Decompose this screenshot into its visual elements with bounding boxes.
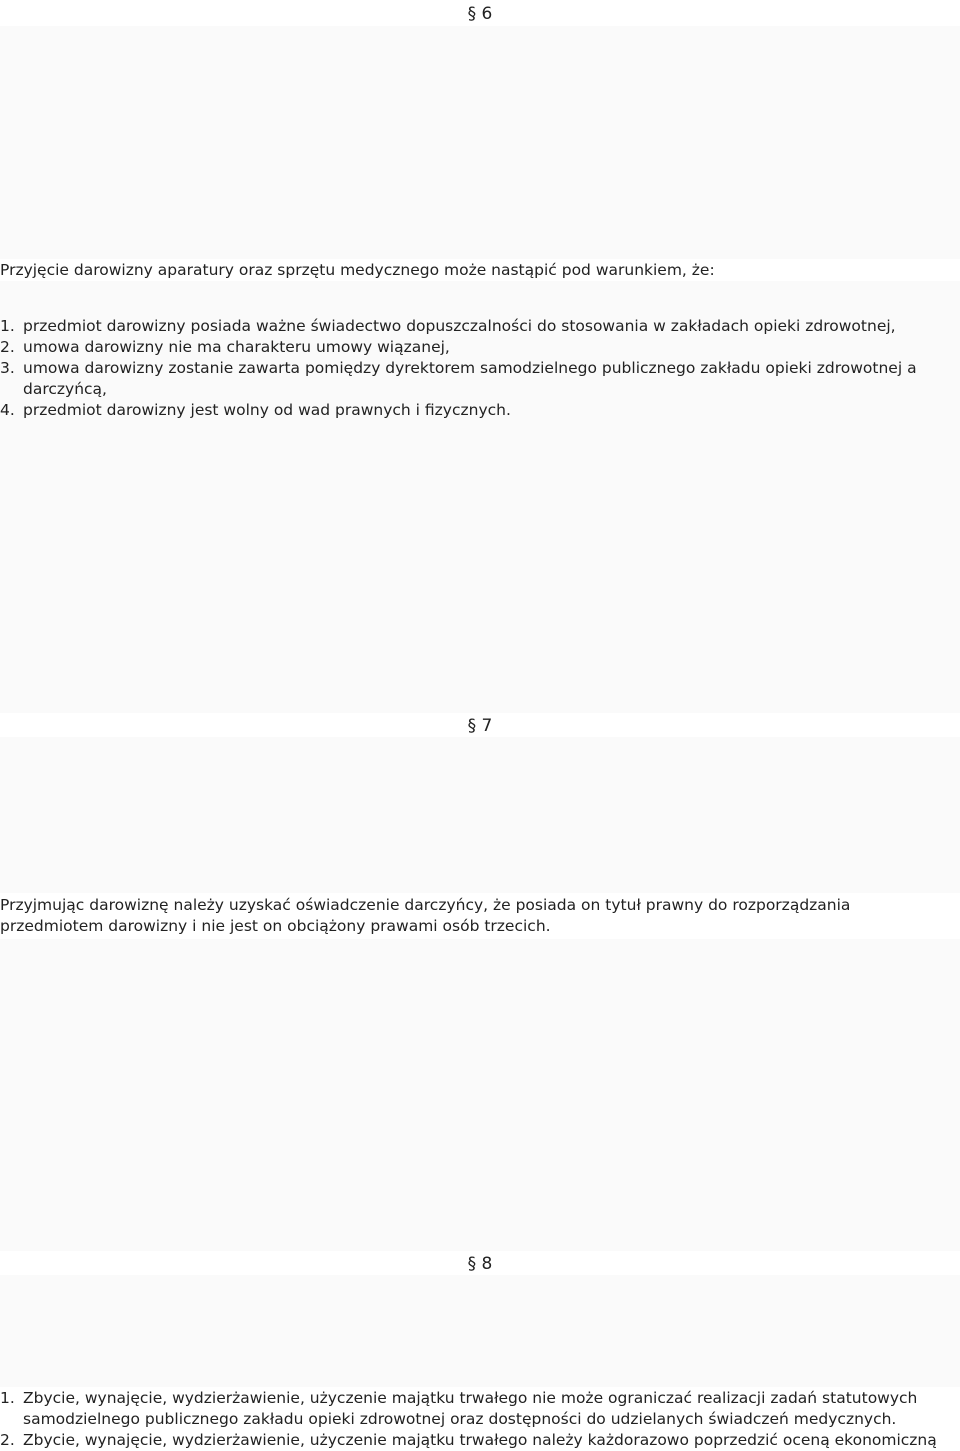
list-item-text: umowa darowizny zostanie zawarta pomiędzy dyrektorem samodzielnego publicznego zakładu opieki zdrowotnej a darczyńcą, bbox=[23, 359, 917, 398]
section-6-heading: § 6 bbox=[467, 4, 493, 24]
list-item-text: umowa darowizny nie ma charakteru umowy wiązanej, bbox=[23, 338, 450, 356]
list-item-number: 1. bbox=[0, 1389, 15, 1407]
list-item bbox=[0, 400, 955, 421]
list-item bbox=[0, 337, 955, 358]
list-item bbox=[0, 1430, 955, 1451]
list-item-number: 4. bbox=[0, 401, 15, 419]
list-item-number: 2. bbox=[0, 338, 15, 356]
section-8-list bbox=[0, 1388, 955, 1451]
list-item bbox=[0, 316, 955, 337]
list-item-text: przedmiot darowizny jest wolny od wad prawnych i fizycznych. bbox=[23, 401, 511, 419]
list-item-number: 1. bbox=[0, 317, 15, 335]
list-item-text: Zbycie, wynajęcie, wydzierżawienie, użyczenie majątku trwałego nie może ograniczać realizacji zadań statutowych samodzielnego publicznego zakładu opieki zdrowotnej oraz dostępności do udzielanych świadczeń medycznych. bbox=[23, 1389, 918, 1428]
section-7-intro: Przyjmując darowiznę należy uzyskać oświadczenie darczyńcy, że posiada on tytuł prawny do rozporządzania przedmiotem darowizny i nie jest on obciążony prawami osób trzecich. bbox=[0, 896, 851, 935]
section-6-list bbox=[0, 316, 955, 421]
list-item-text: przedmiot darowizny posiada ważne świadectwo dopuszczalności do stosowania w zakładach opieki zdrowotnej, bbox=[23, 317, 896, 335]
section-7-heading: § 7 bbox=[467, 716, 493, 736]
list-item bbox=[0, 1388, 955, 1430]
section-8-heading: § 8 bbox=[467, 1254, 493, 1274]
list-item-text: Zbycie, wynajęcie, wydzierżawienie, użyczenie majątku trwałego należy każdorazowo poprzedzić oceną ekonomiczną bbox=[23, 1431, 937, 1449]
section-6-intro: Przyjęcie darowizny aparatury oraz sprzętu medycznego może nastąpić pod warunkiem, że: bbox=[0, 261, 715, 279]
list-item-number: 3. bbox=[0, 359, 15, 377]
list-item-number: 2. bbox=[0, 1431, 15, 1449]
list-item bbox=[0, 358, 955, 400]
